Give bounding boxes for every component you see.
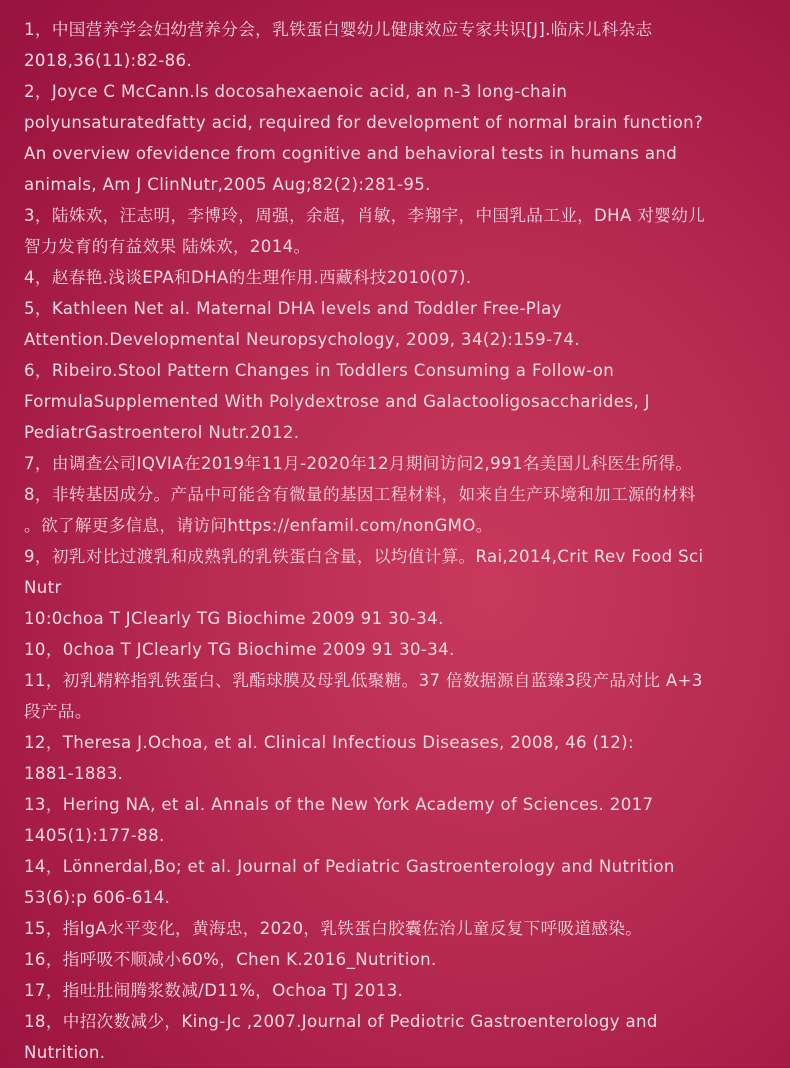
reference-line: 10，0choa T JClearly TG Biochime 2009 91 30-34. [24,640,455,659]
reference-line: 4，赵春艳.浅谈EPA和DHA的生理作用.西藏科技2010(07). [24,268,472,287]
reference-line: 16，指呼吸不顺减小60%，Chen K.2016_Nutrition. [24,950,437,969]
reference-line: 12，Theresa J.Ochoa, et al. Clinical Infectious Diseases, 2008, 46 (12): [24,733,634,752]
reference-line: PediatrGastroenterol Nutr.2012. [24,423,300,442]
reference-line: 1，中国营养学会妇幼营养分会，乳铁蛋白婴幼儿健康效应专家共识[J].临床儿科杂志 [24,20,653,39]
reference-line: 1405(1):177-88. [24,826,165,845]
reference-line: 14，Lönnerdal,Bo; et al. Journal of Pediatric Gastroenterology and Nutrition [24,857,675,876]
reference-line: animals, Am J ClinNutr,2005 Aug;82(2):281-95. [24,175,431,194]
reference-line: 11，初乳精粹指乳铁蛋白、乳酯球膜及母乳低聚糖。37 倍数据源自蓝臻3段产品对比 A+3 [24,671,703,690]
reference-line: 2018,36(11):82-86. [24,51,193,70]
reference-line: FormulaSupplemented With Polydextrose and Galactooligosaccharides, J [24,392,650,411]
reference-line: An overview ofevidence from cognitive and behavioral tests in humans and [24,144,678,163]
reference-line: 17，指吐肚闹腾浆数减/D11%，Ochoa TJ 2013. [24,981,404,1000]
reference-line: 9，初乳对比过渡乳和成熟乳的乳铁蛋白含量，以均值计算。Rai,2014,Crit Rev Food Sci [24,547,704,566]
reference-line: Attention.Developmental Neuropsychology, 2009, 34(2):159-74. [24,330,580,349]
reference-line: 5，Kathleen Net al. Maternal DHA levels and Toddler Free-Play [24,299,562,318]
reference-line: 53(6):p 606-614. [24,888,171,907]
reference-line: 18，中招次数减少，King-Jc ,2007.Journal of Pediotric Gastroenterology and [24,1012,658,1031]
reference-line: 13，Hering NA, et al. Annals of the New York Academy of Sciences. 2017 [24,795,654,814]
reference-line: 15，指lgA水平变化，黄海忠，2020，乳铁蛋白胶囊佐治儿童反复下呼吸道感染。 [24,919,643,938]
reference-line: Nutr [24,578,62,597]
reference-line: 段产品。 [24,702,92,721]
reference-line: 10:0choa T JClearly TG Biochime 2009 91 30-34. [24,609,444,628]
reference-line: 1881-1883. [24,764,124,783]
reference-line: 3，陆姝欢，汪志明，李博玲，周强，余超，肖敏，李翔宇，中国乳品工业，DHA 对婴幼儿 [24,206,706,225]
reference-line: Nutrition. [24,1043,106,1062]
reference-line: 7，由调查公司IQVIA在2019年11月-2020年12月期间访问2,991名美国儿科医生所得。 [24,454,693,473]
reference-line: 。欲了解更多信息，请访问https://enfamil.com/nonGMO。 [24,516,493,535]
reference-line: 8，非转基因成分。产品中可能含有微量的基因工程材料，如来自生产环境和加工源的材料 [24,485,696,504]
reference-line: 智力发育的有益效果 陆姝欢，2014。 [24,237,311,256]
reference-line: 2，Joyce C McCann.ls docosahexaenoic acid, an n-3 long-chain [24,82,568,101]
reference-line: 6，Ribeiro.Stool Pattern Changes in Toddlers Consuming a Follow-on [24,361,615,380]
reference-line: polyunsaturatedfatty acid, required for development of normal brain function? [24,113,704,132]
